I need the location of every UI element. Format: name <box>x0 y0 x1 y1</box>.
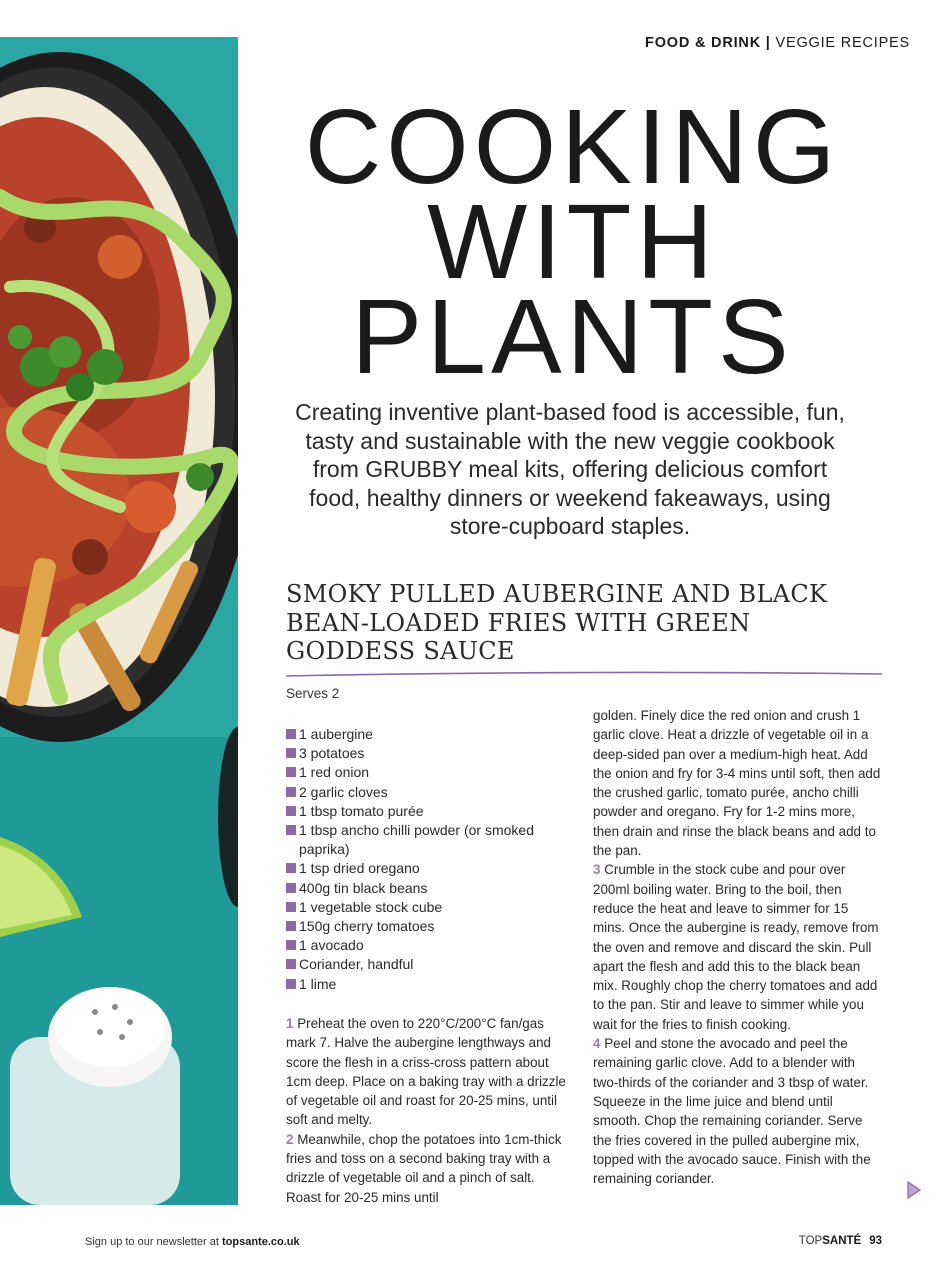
step-text: Meanwhile, chop the potatoes into 1cm-thick fries and toss on a second baking tray with a drizzle of vegetable oil and a pinch of salt. Roast for 20-25 mins until <box>286 1131 562 1205</box>
bullet-square-icon <box>286 979 296 989</box>
ingredient-item: 1 red onion <box>286 763 571 782</box>
step-text: Peel and stone the avocado and peel the remaining garlic clove. Add to a blender with two-thirds of the coriander and 3 tbsp of water. Squeeze in the lime juice and blend until smooth. Chop the remaining coriander. Serve the fries covered in the pulled aubergine mix, topped with the avocado sauce. Finish with the remaining coriander. <box>593 1036 871 1187</box>
newsletter-link[interactable]: topsante.co.uk <box>221 1236 300 1248</box>
title-line: WITH <box>427 183 718 301</box>
method-column-left <box>286 1014 571 1207</box>
page-number: 93 <box>869 1235 882 1247</box>
step-text: Preheat the oven to 220°C/200°C fan/gas mark 7. Halve the aubergine lengthways and score the flesh in a criss-cross pattern about 1cm deep. Place on a baking tray with a drizzle of vegetable oil and roast for 20-25 mins, until soft and melty. <box>286 1016 566 1128</box>
ingredient-item: 1 tbsp ancho chilli powder (or smoked paprika) <box>286 821 571 859</box>
step-number: 2 <box>286 1131 294 1147</box>
bullet-square-icon <box>286 940 296 950</box>
bullet-square-icon <box>286 959 296 969</box>
method-step <box>286 1130 571 1207</box>
ingredient-item: 400g tin black beans <box>286 879 571 898</box>
ingredient-item: Coriander, handful <box>286 955 571 974</box>
section-subname: VEGGIE RECIPES <box>775 35 910 51</box>
intro-paragraph: Creating inventive plant-based food is accessible, fun, tasty and sustainable with the new veggie cookbook from GRUBBY meal kits, offering delicious comfort food, healthy dinners or weekend fakeaways, using store-cupboard staples. <box>295 399 845 539</box>
bullet-square-icon <box>286 806 296 816</box>
title-line: PLANTS <box>351 278 794 396</box>
ingredient-item: 3 potatoes <box>286 744 571 763</box>
brand-prefix: TOP <box>798 1235 823 1247</box>
bullet-square-icon <box>286 921 296 931</box>
step-number: 3 <box>593 862 601 878</box>
recipe-title: SMOKY PULLED AUBERGINE AND BLACK BEAN-LOADED FRIES WITH GREEN GODDESS SAUCE <box>286 580 828 665</box>
footer-page-info <box>799 1235 882 1247</box>
bullet-square-icon <box>286 902 296 912</box>
bullet-square-icon <box>286 825 296 835</box>
method-step-continued <box>593 706 883 860</box>
ingredient-item: 1 aubergine <box>286 725 571 744</box>
step-number: 4 <box>593 1036 601 1052</box>
method-step <box>593 860 883 1034</box>
title-line: COOKING <box>304 88 841 206</box>
food-photo <box>0 37 238 1205</box>
serves-label: Serves 2 <box>286 686 340 701</box>
ingredient-item: 1 vegetable stock cube <box>286 898 571 917</box>
title-underline <box>286 668 882 680</box>
method-step <box>286 1014 571 1130</box>
method-column-right <box>593 706 883 1188</box>
ingredient-item: 150g cherry tomatoes <box>286 917 571 936</box>
ingredient-item: 1 lime <box>286 975 571 994</box>
bullet-square-icon <box>286 748 296 758</box>
ingredient-item: 2 garlic cloves <box>286 783 571 802</box>
section-name: FOOD & DRINK | <box>645 35 771 51</box>
brand-name: SANTÉ <box>822 1235 862 1247</box>
bullet-square-icon <box>286 729 296 739</box>
ingredients-list <box>286 725 571 994</box>
bullet-square-icon <box>286 883 296 893</box>
newsletter-text: Sign up to our newsletter at <box>85 1236 219 1248</box>
bullet-square-icon <box>286 767 296 777</box>
method-step <box>593 1034 883 1188</box>
bullet-square-icon <box>286 863 296 873</box>
section-tag <box>645 35 910 51</box>
footer-newsletter <box>85 1236 300 1248</box>
bullet-square-icon <box>286 787 296 797</box>
ingredient-item: 1 avocado <box>286 936 571 955</box>
page-title <box>285 88 860 396</box>
step-text: Crumble in the stock cube and pour over 200ml boiling water. Bring to the boil, then reduce the heat and leave to simmer for 15 mins. Once the aubergine is ready, remove from the oven and remove and discard the skin. Pull apart the flesh and add this to the black bean mix. Roughly chop the cherry tomatoes and add to the pan. Stir and leave to simmer while you wait for the fries to finish cooking. <box>593 862 879 1032</box>
ingredient-item: 1 tsp dried oregano <box>286 859 571 878</box>
step-number: 1 <box>286 1016 294 1031</box>
ingredient-item: 1 tbsp tomato purée <box>286 802 571 821</box>
step-text: golden. Finely dice the red onion and crush 1 garlic clove. Heat a drizzle of vegetable oil in a deep-sided pan over a medium-high heat. Add the onion and fry for 3-4 mins until soft, then add the crushed garlic, tomato purée, ancho chilli powder and oregano. Fry for 1-2 mins more, then drain and rinse the black beans and add to the pan. <box>593 708 881 859</box>
next-page-arrow-icon[interactable] <box>906 1180 922 1200</box>
